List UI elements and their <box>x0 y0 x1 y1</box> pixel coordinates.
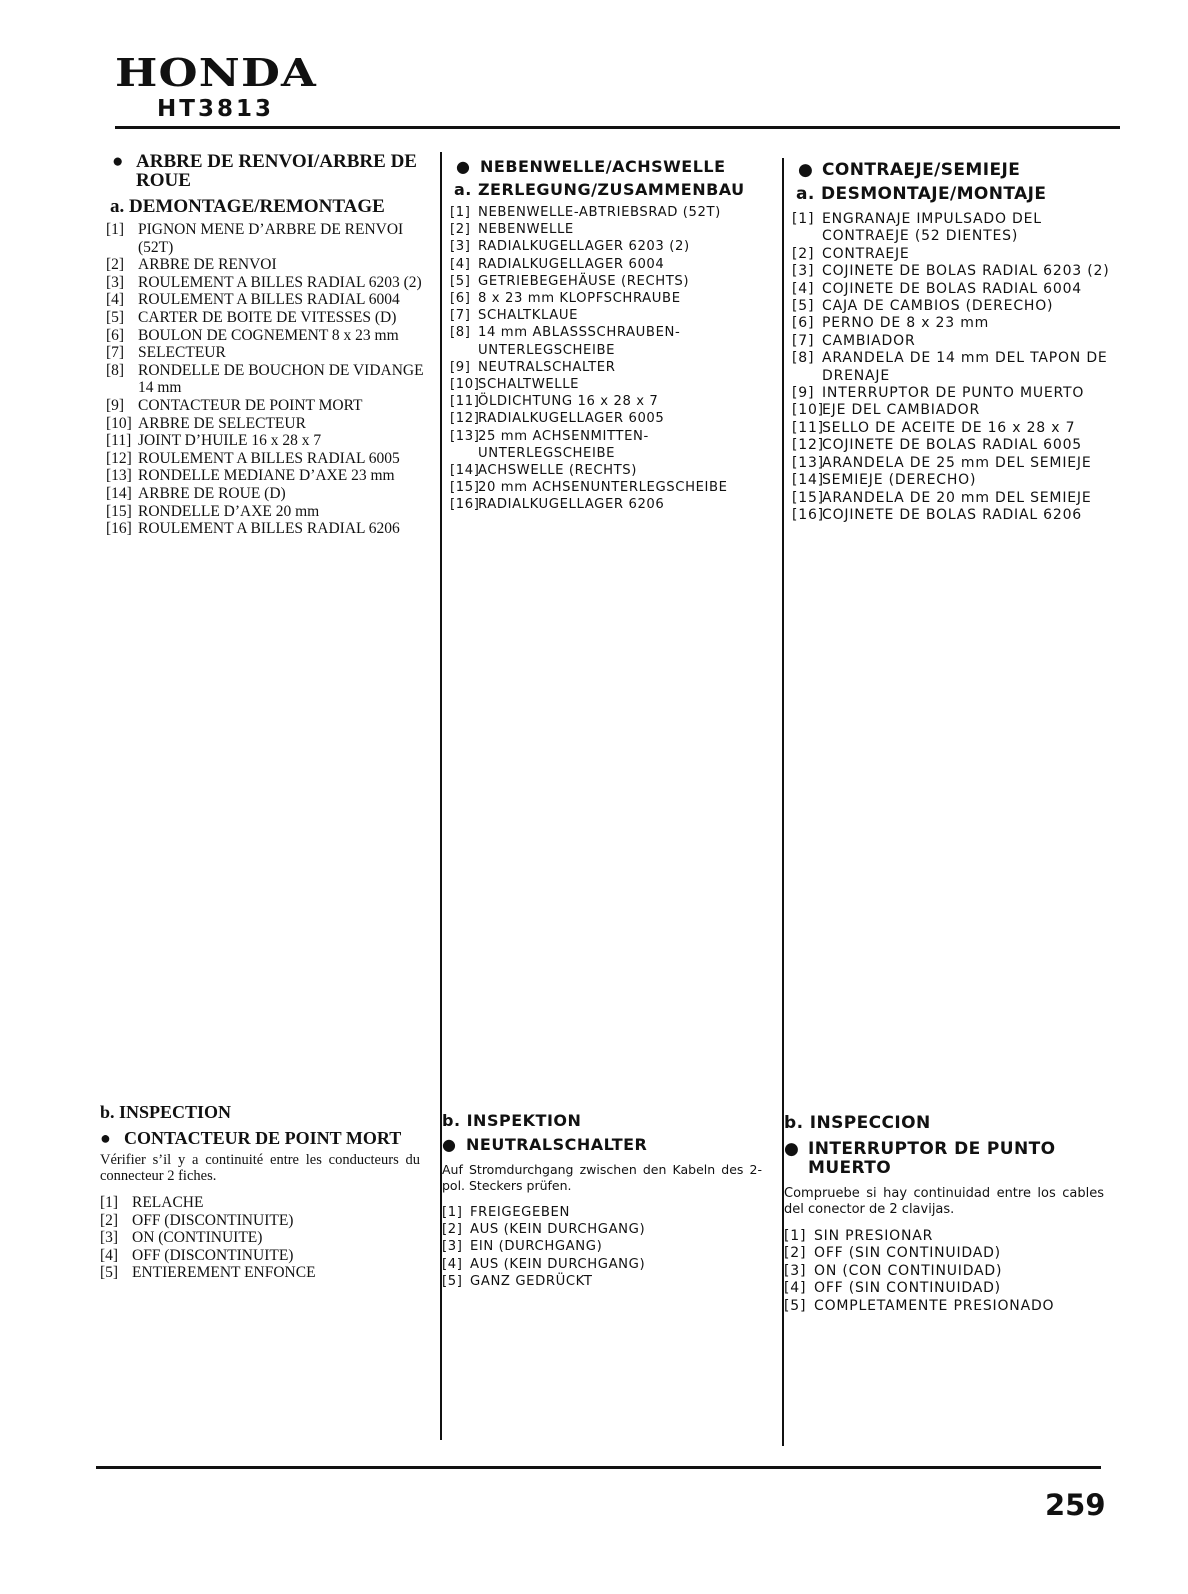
item-text: ÖLDICHTUNG 16 x 28 x 7 <box>478 394 659 410</box>
item-text: ARBRE DE SELECTEUR <box>138 414 306 432</box>
list-item <box>106 503 436 521</box>
item-number: [13] <box>450 428 480 444</box>
list-item <box>100 1229 430 1247</box>
item-number: [14] <box>450 463 480 479</box>
item-text: ARBRE DE ROUE (D) <box>138 484 286 502</box>
inspection-text: Vérifier s’il y a continuité entre les conducteurs du connecteur 2 fiches. <box>100 1152 420 1184</box>
parts-list <box>450 204 780 514</box>
item-number: [4] <box>792 280 815 297</box>
inspection-list <box>442 1204 772 1290</box>
item-text: PIGNON MENE D’ARBRE DE RENVOI (52T) <box>138 221 404 256</box>
list-item <box>784 1280 1114 1297</box>
parts-list <box>106 221 436 538</box>
section-subtitle: a. ZERLEGUNG/ZUSAMMENBAU <box>454 180 745 199</box>
list-item <box>792 402 1122 419</box>
item-number: [9] <box>792 385 815 402</box>
item-text: NEUTRALSCHALTER <box>478 359 616 375</box>
item-number: [5] <box>106 308 125 326</box>
item-text: RADIALKUGELLAGER 6206 <box>478 497 665 513</box>
item-number: [4] <box>450 256 471 272</box>
list-item <box>450 324 780 358</box>
item-number: [6] <box>106 326 125 344</box>
item-text: BOULON DE COGNEMENT 8 x 23 mm <box>138 326 399 344</box>
item-text: 8 x 23 mm KLOPFSCHRAUBE <box>478 291 681 307</box>
item-number: [4] <box>784 1280 807 1297</box>
item-number: [6] <box>792 315 815 332</box>
list-item <box>442 1204 772 1221</box>
spanish-inspection <box>784 1113 1114 1315</box>
list-item <box>106 274 436 292</box>
item-text: RONDELLE MEDIANE D’AXE 23 mm <box>138 467 395 485</box>
item-number: [3] <box>450 239 471 255</box>
item-text: 25 mm ACHSENMITTEN-UNTERLEGSCHEIBE <box>478 428 649 461</box>
item-number: [6] <box>450 291 471 307</box>
section-subtitle: a. DEMONTAGE/REMONTAGE <box>110 196 385 217</box>
list-item <box>450 428 780 462</box>
inspection-heading: b. INSPECCION <box>784 1113 931 1133</box>
list-item <box>100 1194 430 1212</box>
item-text: RADIALKUGELLAGER 6004 <box>478 256 665 272</box>
item-text: COJINETE DE BOLAS RADIAL 6206 <box>822 506 1083 523</box>
list-item <box>450 479 780 496</box>
item-number: [9] <box>106 396 125 414</box>
inspection-heading: b. INSPEKTION <box>442 1111 582 1130</box>
inspection-title: ● CONTACTEUR DE POINT MORT <box>100 1128 402 1148</box>
list-item <box>106 485 436 503</box>
item-number: [5] <box>442 1273 463 1289</box>
list-item <box>106 344 436 362</box>
item-number: [15] <box>792 489 824 506</box>
item-text: ROULEMENT A BILLES RADIAL 6206 <box>138 520 400 538</box>
list-item <box>792 437 1122 454</box>
item-number: [5] <box>792 298 815 315</box>
item-number: [13] <box>792 454 824 471</box>
item-text: OFF (SIN CONTINUIDAD) <box>814 1245 1001 1262</box>
item-text: PERNO DE 8 x 23 mm <box>822 315 990 332</box>
item-text: EJE DEL CAMBIADOR <box>822 402 981 419</box>
item-number: [4] <box>106 291 125 309</box>
item-text: ROULEMENT A BILLES RADIAL 6005 <box>138 449 400 467</box>
item-number: [8] <box>106 361 125 379</box>
item-number: [16] <box>450 497 480 513</box>
list-item <box>106 362 436 397</box>
list-item <box>442 1273 772 1290</box>
list-item <box>100 1264 430 1282</box>
list-item <box>450 393 780 410</box>
item-text: FREIGEGEBEN <box>470 1205 570 1220</box>
item-text: COMPLETAMENTE PRESIONADO <box>814 1297 1055 1314</box>
bullet-icon: ● <box>456 157 471 176</box>
inspection-text: Auf Stromdurchgang zwischen den Kabeln des 2-pol. Steckers prüfen. <box>442 1162 762 1193</box>
item-number: [1] <box>450 205 471 220</box>
item-text: COJINETE DE BOLAS RADIAL 6005 <box>822 437 1083 454</box>
list-item <box>792 385 1122 402</box>
item-text: CONTACTEUR DE POINT MORT <box>138 396 363 414</box>
item-number: [16] <box>106 520 132 538</box>
item-text: RONDELLE DE BOUCHON DE VIDANGE 14 mm <box>138 361 424 397</box>
item-number: [14] <box>792 472 824 489</box>
bullet-icon: ● <box>112 151 124 172</box>
honda-logo: HONDA <box>115 50 318 95</box>
item-text: ENTIEREMENT ENFONCE <box>132 1264 316 1282</box>
list-item <box>450 221 780 238</box>
item-number: [15] <box>106 502 132 520</box>
list-item <box>450 256 780 273</box>
item-text: SIN PRESIONAR <box>814 1228 934 1244</box>
item-text: ARANDELA DE 25 mm DEL SEMIEJE <box>822 454 1092 471</box>
item-number: [10] <box>106 414 132 432</box>
list-item <box>450 307 780 324</box>
list-item <box>792 507 1122 524</box>
spanish-column <box>792 161 1122 524</box>
item-number: [11] <box>450 394 480 410</box>
list-item <box>450 376 780 393</box>
item-text: OFF (DISCONTINUITE) <box>132 1246 294 1264</box>
section-subtitle: a. DESMONTAJE/MONTAJE <box>796 184 1047 204</box>
footer-rule <box>96 1466 1101 1469</box>
item-text: RADIALKUGELLAGER 6005 <box>478 411 665 427</box>
inspection-list <box>784 1228 1114 1315</box>
list-item <box>792 420 1122 437</box>
german-inspection <box>442 1110 772 1290</box>
item-number: [8] <box>792 350 815 367</box>
inspection-text: Compruebe si hay continuidad entre los cables del conector de 2 clavijas. <box>784 1186 1104 1217</box>
item-number: [2] <box>450 222 471 238</box>
item-number: [7] <box>792 332 815 349</box>
item-text: CARTER DE BOITE DE VITESSES (D) <box>138 308 397 326</box>
page-number: 259 <box>1045 1488 1106 1522</box>
list-item <box>792 472 1122 489</box>
item-number: [16] <box>792 506 824 523</box>
bullet-icon: ● <box>784 1139 800 1159</box>
section-title: ● ARBRE DE RENVOI/ARBRE DE ROUE <box>112 151 417 191</box>
list-item <box>106 256 436 274</box>
list-item <box>100 1247 430 1265</box>
list-item <box>442 1256 772 1273</box>
list-item <box>442 1238 772 1255</box>
list-item <box>450 410 780 427</box>
item-text: ARBRE DE RENVOI <box>138 256 277 274</box>
item-number: [11] <box>106 432 132 450</box>
list-item <box>106 467 436 485</box>
item-text: OFF (SIN CONTINUIDAD) <box>814 1280 1001 1297</box>
item-text: NEBENWELLE <box>478 222 574 238</box>
item-number: [3] <box>106 273 125 291</box>
item-number: [5] <box>784 1297 807 1314</box>
item-text: SELLO DE ACEITE DE 16 x 28 x 7 <box>822 419 1076 436</box>
item-text: 20 mm ACHSENUNTERLEGSCHEIBE <box>478 480 728 496</box>
item-number: [1] <box>784 1228 807 1244</box>
item-text: AUS (KEIN DURCHGANG) <box>470 1222 646 1238</box>
list-item <box>106 450 436 468</box>
item-number: [1] <box>106 221 125 238</box>
item-text: CONTRAEJE <box>822 245 910 262</box>
item-number: [1] <box>100 1194 119 1211</box>
list-item <box>106 309 436 327</box>
item-text: COJINETE DE BOLAS RADIAL 6203 (2) <box>822 263 1110 280</box>
item-number: [2] <box>106 256 125 274</box>
list-item <box>784 1263 1114 1280</box>
item-text: ENGRANAJE IMPULSADO DEL CONTRAEJE (52 DIENTES) <box>822 211 1042 245</box>
list-item <box>450 273 780 290</box>
inspection-title: ● NEUTRALSCHALTER <box>442 1135 648 1154</box>
item-number: [1] <box>442 1205 463 1220</box>
section-title: ● CONTRAEJE/SEMIEJE <box>798 160 1021 180</box>
list-item <box>792 350 1122 385</box>
item-text: ROULEMENT A BILLES RADIAL 6004 <box>138 291 400 309</box>
item-text: EIN (DURCHGANG) <box>470 1239 603 1255</box>
item-number: [11] <box>792 419 824 436</box>
item-number: [3] <box>442 1239 463 1255</box>
item-text: ON (CON CONTINUIDAD) <box>814 1262 1003 1279</box>
item-text: RONDELLE D’AXE 20 mm <box>138 502 320 520</box>
item-number: [12] <box>106 449 132 467</box>
item-text: SEMIEJE (DERECHO) <box>822 472 977 489</box>
parts-list <box>792 211 1122 524</box>
item-number: [3] <box>100 1229 119 1247</box>
item-text: ARANDELA DE 14 mm DEL TAPON DE DRENAJE <box>822 350 1108 384</box>
bullet-icon: ● <box>442 1135 457 1154</box>
list-item <box>792 490 1122 507</box>
list-item <box>450 496 780 513</box>
item-number: [13] <box>106 467 132 485</box>
list-item <box>784 1245 1114 1262</box>
item-number: [5] <box>450 273 471 289</box>
item-text: GANZ GEDRÜCKT <box>470 1273 593 1289</box>
header-rule <box>115 126 1120 129</box>
item-text: ROULEMENT A BILLES RADIAL 6203 (2) <box>138 273 422 291</box>
list-item <box>792 333 1122 350</box>
item-text: CAJA DE CAMBIOS (DERECHO) <box>822 298 1054 315</box>
item-text: CAMBIADOR <box>822 332 916 349</box>
french-inspection <box>100 1102 430 1282</box>
list-item <box>792 211 1122 246</box>
item-number: [1] <box>792 211 815 227</box>
list-item <box>106 397 436 415</box>
item-number: [10] <box>450 377 480 393</box>
item-number: [2] <box>792 245 815 262</box>
item-number: [10] <box>792 402 824 419</box>
item-number: [4] <box>442 1256 463 1272</box>
bullet-icon: ● <box>100 1128 111 1148</box>
list-item <box>450 238 780 255</box>
list-item <box>784 1228 1114 1245</box>
item-text: COJINETE DE BOLAS RADIAL 6004 <box>822 280 1083 297</box>
item-number: [3] <box>784 1262 807 1279</box>
list-item <box>106 327 436 345</box>
list-item <box>106 291 436 309</box>
list-item <box>450 462 780 479</box>
list-item <box>100 1212 430 1230</box>
item-number: [2] <box>100 1211 119 1229</box>
item-text: NEBENWELLE-ABTRIEBSRAD (52T) <box>478 205 721 220</box>
item-text: ON (CONTINUITE) <box>132 1229 263 1247</box>
item-text: ACHSWELLE (RECHTS) <box>478 463 638 479</box>
item-text: SELECTEUR <box>138 344 226 362</box>
item-text: JOINT D’HUILE 16 x 28 x 7 <box>138 432 322 450</box>
item-text: OFF (DISCONTINUITE) <box>132 1211 294 1229</box>
german-column <box>450 157 780 514</box>
inspection-title: ● INTERRUPTOR DE PUNTO MUERTO <box>784 1139 1056 1178</box>
list-item <box>792 281 1122 298</box>
item-text: RADIALKUGELLAGER 6203 (2) <box>478 239 690 255</box>
item-number: [3] <box>792 263 815 280</box>
inspection-list <box>100 1194 430 1282</box>
list-item <box>792 315 1122 332</box>
list-item <box>450 359 780 376</box>
list-item <box>450 290 780 307</box>
list-item <box>106 415 436 433</box>
inspection-heading: b. INSPECTION <box>100 1102 232 1122</box>
item-text: SCHALTWELLE <box>478 377 580 393</box>
list-item <box>792 246 1122 263</box>
item-text: RELACHE <box>132 1194 204 1211</box>
item-number: [4] <box>100 1246 119 1264</box>
list-item <box>106 520 436 538</box>
item-number: [7] <box>450 308 471 324</box>
list-item <box>450 204 780 221</box>
item-number: [14] <box>106 484 132 502</box>
item-text: 14 mm ABLASSSCHRAUBEN-UNTERLEGSCHEIBE <box>478 325 681 358</box>
item-number: [8] <box>450 325 471 341</box>
list-item <box>442 1221 772 1238</box>
list-item <box>784 1298 1114 1315</box>
list-item <box>106 432 436 450</box>
item-text: SCHALTKLAUE <box>478 308 579 324</box>
bullet-icon: ● <box>798 160 814 180</box>
item-number: [9] <box>450 359 471 375</box>
item-number: [15] <box>450 480 480 496</box>
item-text: INTERRUPTOR DE PUNTO MUERTO <box>822 385 1085 402</box>
section-title: ● NEBENWELLE/ACHSWELLE <box>456 157 726 176</box>
french-column <box>106 152 436 538</box>
list-item <box>792 455 1122 472</box>
item-text: AUS (KEIN DURCHGANG) <box>470 1256 646 1272</box>
item-text: GETRIEBEGEHÄUSE (RECHTS) <box>478 273 690 289</box>
list-item <box>792 263 1122 280</box>
item-number: [7] <box>106 344 125 362</box>
item-number: [12] <box>450 411 480 427</box>
item-text: ARANDELA DE 20 mm DEL SEMIEJE <box>822 489 1092 506</box>
model-number: HT3813 <box>157 96 274 122</box>
item-number: [12] <box>792 437 824 454</box>
list-item <box>792 298 1122 315</box>
list-item <box>106 221 436 256</box>
item-number: [5] <box>100 1264 119 1282</box>
item-number: [2] <box>784 1245 807 1262</box>
item-number: [2] <box>442 1222 463 1238</box>
